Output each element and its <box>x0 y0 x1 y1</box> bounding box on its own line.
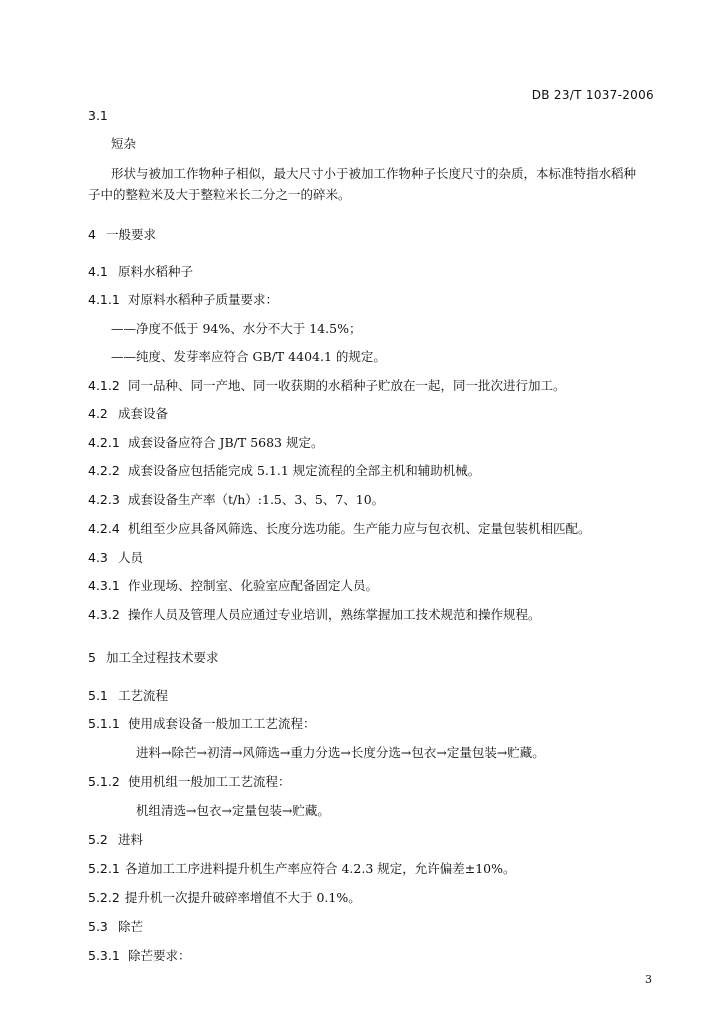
clause-title: 人员 <box>118 550 144 565</box>
section-number: 5 <box>88 650 96 665</box>
clause-number: 5.3.1 <box>88 948 120 963</box>
clause-4-2-2 <box>88 463 480 479</box>
clause-number: 4.2 <box>88 406 108 421</box>
section-title: 加工全过程技术要求 <box>106 650 219 665</box>
clause-heading-4-1 <box>88 264 193 280</box>
clause-title: 工艺流程 <box>118 688 169 703</box>
clause-number: 4.2.1 <box>88 435 120 450</box>
clause-text: 使用机组一般加工工艺流程： <box>128 774 291 789</box>
clause-text: 使用成套设备一般加工工艺流程： <box>128 716 316 731</box>
clause-number: 4.2.4 <box>88 521 120 536</box>
list-item-germination: ——纯度、发芽率应符合 GB/T 4404.1 的规定。 <box>111 349 386 364</box>
section-title: 一般要求 <box>106 227 157 242</box>
clause-text: 提升机一次提升破碎率增值不大于 0.1%。 <box>125 890 361 905</box>
term-definition-line-2: 子中的整粒米及大于整粒米长二分之一的碎米。 <box>88 187 351 202</box>
clause-text: 操作人员及管理人员应通过专业培训，熟练掌握加工技术规范和操作规程。 <box>128 607 541 622</box>
page-number: 3 <box>645 973 652 986</box>
clause-text: 对原料水稻种子质量要求： <box>128 292 279 307</box>
clause-4-1-1 <box>88 292 278 308</box>
clause-5-2-1 <box>88 861 516 877</box>
section-heading-4 <box>88 227 156 243</box>
process-flow-full: 进料→除芒→初清→风筛选→重力分选→长度分选→包衣→定量包装→贮藏。 <box>136 745 545 760</box>
process-flow-unit: 机组清选→包衣→定量包装→贮藏。 <box>136 803 330 818</box>
clause-text: 同一品种、同一产地、同一收获期的水稻种子贮放在一起，同一批次进行加工。 <box>128 378 566 393</box>
clause-text: 成套设备应包括能完成 5.1.1 规定流程的全部主机和辅助机械。 <box>128 463 481 478</box>
term-definition-line-1: 形状与被加工作物种子相似，最大尺寸小于被加工作物种子长度尺寸的杂质，本标准特指水稻种 <box>111 166 637 181</box>
clause-heading-5-3 <box>88 919 143 935</box>
term-title: 短杂 <box>111 136 137 151</box>
clause-heading-4-2 <box>88 406 168 422</box>
standard-code-header: DB 23/T 1037-2006 <box>531 88 654 102</box>
clause-number: 4.2.2 <box>88 463 120 478</box>
clause-number: 4.1.2 <box>88 378 120 393</box>
clause-4-2-3 <box>88 492 384 508</box>
clause-title: 原料水稻种子 <box>118 264 194 279</box>
clause-number: 4.1 <box>88 264 108 279</box>
clause-5-3-1 <box>88 948 191 964</box>
clause-number: 5.3 <box>88 919 108 934</box>
clause-4-2-4 <box>88 521 591 537</box>
list-item-purity: ——净度不低于 94%、水分不大于 14.5%； <box>111 321 362 336</box>
clause-4-3-1 <box>88 578 378 594</box>
clause-number: 4.2.3 <box>88 492 120 507</box>
clause-text: 各道加工工序进料提升机生产率应符合 4.2.3 规定，允许偏差±10%。 <box>125 861 516 876</box>
clause-number: 5.1.1 <box>88 716 120 731</box>
clause-4-3-2 <box>88 607 541 623</box>
clause-4-2-1 <box>88 435 323 451</box>
section-heading-5 <box>88 650 219 666</box>
clause-4-1-2 <box>88 378 566 394</box>
clause-number: 5.2.1 <box>88 861 120 876</box>
clause-text: 作业现场、控制室、化验室应配备固定人员。 <box>128 578 379 593</box>
clause-text: 除芒要求： <box>128 948 191 963</box>
clause-number: 5.1.2 <box>88 774 120 789</box>
clause-number: 5.1 <box>88 688 108 703</box>
clause-text: 机组至少应具备风筛选、长度分选功能。生产能力应与包衣机、定量包装机相匹配。 <box>128 521 591 536</box>
clause-title: 除芒 <box>118 919 144 934</box>
clause-text: 成套设备生产率（t/h）:1.5、3、5、7、10。 <box>128 492 385 507</box>
clause-number: 5.2.2 <box>88 890 120 905</box>
clause-text: 成套设备应符合 JB/T 5683 规定。 <box>128 435 324 450</box>
clause-number-3-1: 3.1 <box>88 108 108 123</box>
clause-heading-5-2 <box>88 832 143 848</box>
clause-heading-4-3 <box>88 550 143 566</box>
clause-number: 4.3.1 <box>88 578 120 593</box>
clause-5-1-2 <box>88 774 291 790</box>
clause-number: 4.1.1 <box>88 292 120 307</box>
clause-5-2-2 <box>88 890 361 906</box>
clause-title: 进料 <box>118 832 144 847</box>
clause-number: 5.2 <box>88 832 108 847</box>
clause-number: 4.3 <box>88 550 108 565</box>
clause-heading-5-1 <box>88 688 168 704</box>
clause-title: 成套设备 <box>118 406 169 421</box>
section-number: 4 <box>88 227 96 242</box>
clause-number: 4.3.2 <box>88 607 120 622</box>
clause-5-1-1 <box>88 716 316 732</box>
